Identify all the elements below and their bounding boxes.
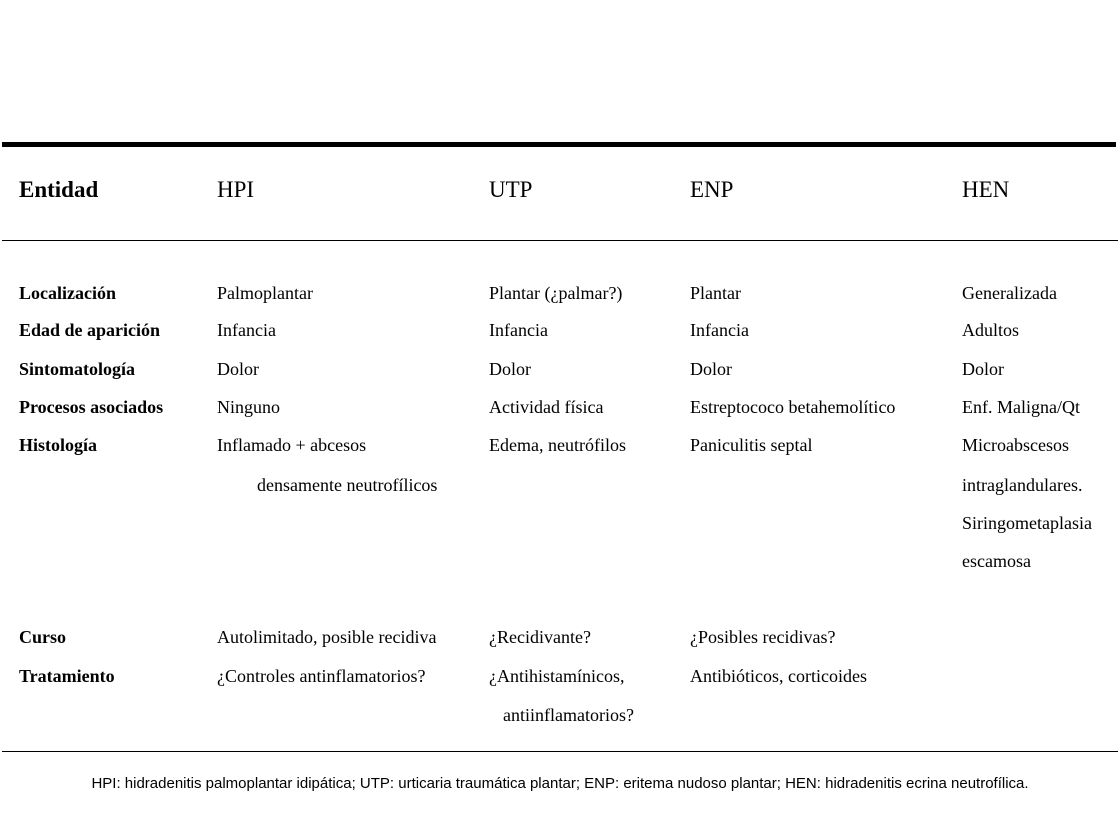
cell-tratamiento-enp: Antibióticos, corticoides: [690, 666, 867, 686]
row-label-histologia: Histología: [19, 435, 98, 455]
cell-sintomatologia-hen: Dolor: [962, 359, 1004, 379]
cell-edad-utp: Infancia: [489, 320, 548, 340]
cell-tratamiento-utp-line1: ¿Antihistamínicos,: [489, 666, 625, 686]
cell-histologia-enp: Paniculitis septal: [690, 435, 813, 455]
cell-edad-enp: Infancia: [690, 320, 749, 340]
cell-histologia-hen-line1: Microabscesos: [962, 435, 1069, 455]
cell-sintomatologia-utp: Dolor: [489, 359, 531, 379]
table-footnote: HPI: hidradenitis palmoplantar idipática; UTP: urticaria traumática plantar; ENP: eritema nudoso plantar; HEN: hidradenitis ecrina neutrofílica.: [91, 775, 1029, 792]
table-bottom-rule: [2, 751, 1118, 752]
cell-localizacion-hen: Generalizada: [962, 283, 1057, 303]
header-entidad: Entidad: [19, 177, 99, 202]
header-utp: UTP: [489, 177, 533, 202]
cell-histologia-hpi-line2: densamente neutrofílicos: [257, 475, 438, 495]
header-hpi: HPI: [217, 177, 255, 202]
row-label-tratamiento: Tratamiento: [19, 666, 115, 686]
cell-histologia-hen-line2: intraglandulares.: [962, 475, 1083, 495]
cell-procesos-hpi: Ninguno: [217, 397, 280, 417]
cell-localizacion-enp: Plantar: [690, 283, 741, 303]
cell-curso-enp: ¿Posibles recidivas?: [690, 627, 836, 647]
cell-edad-hen: Adultos: [962, 320, 1020, 340]
cell-procesos-utp: Actividad física: [489, 397, 604, 417]
cell-sintomatologia-enp: Dolor: [690, 359, 732, 379]
header-enp: ENP: [690, 177, 734, 202]
cell-procesos-enp: Estreptococo betahemolítico: [690, 397, 896, 417]
row-label-edad: Edad de aparición: [19, 320, 161, 340]
table-top-rule: [2, 142, 1116, 147]
cell-histologia-hpi-line1: Inflamado + abcesos: [217, 435, 367, 455]
row-label-procesos: Procesos asociados: [19, 397, 164, 417]
cell-localizacion-hpi: Palmoplantar: [217, 283, 313, 303]
cell-localizacion-utp: Plantar (¿palmar?): [489, 283, 623, 303]
cell-histologia-hen-line3: Siringometaplasia: [962, 513, 1092, 533]
cell-procesos-hen: Enf. Maligna/Qt: [962, 397, 1080, 417]
row-label-localizacion: Localización: [19, 283, 116, 303]
cell-curso-hpi: Autolimitado, posible recidiva: [217, 627, 437, 647]
row-label-curso: Curso: [19, 627, 67, 647]
row-label-sintomatologia: Sintomatología: [19, 359, 136, 379]
header-divider-rule: [2, 240, 1118, 241]
cell-tratamiento-utp-line2: antiinflamatorios?: [503, 705, 634, 725]
cell-histologia-hen-line4: escamosa: [962, 551, 1031, 571]
header-hen: HEN: [962, 177, 1010, 202]
cell-curso-utp: ¿Recidivante?: [489, 627, 591, 647]
cell-histologia-utp: Edema, neutrófilos: [489, 435, 626, 455]
cell-tratamiento-hpi: ¿Controles antinflamatorios?: [217, 666, 426, 686]
cell-edad-hpi: Infancia: [217, 320, 276, 340]
cell-sintomatologia-hpi: Dolor: [217, 359, 259, 379]
